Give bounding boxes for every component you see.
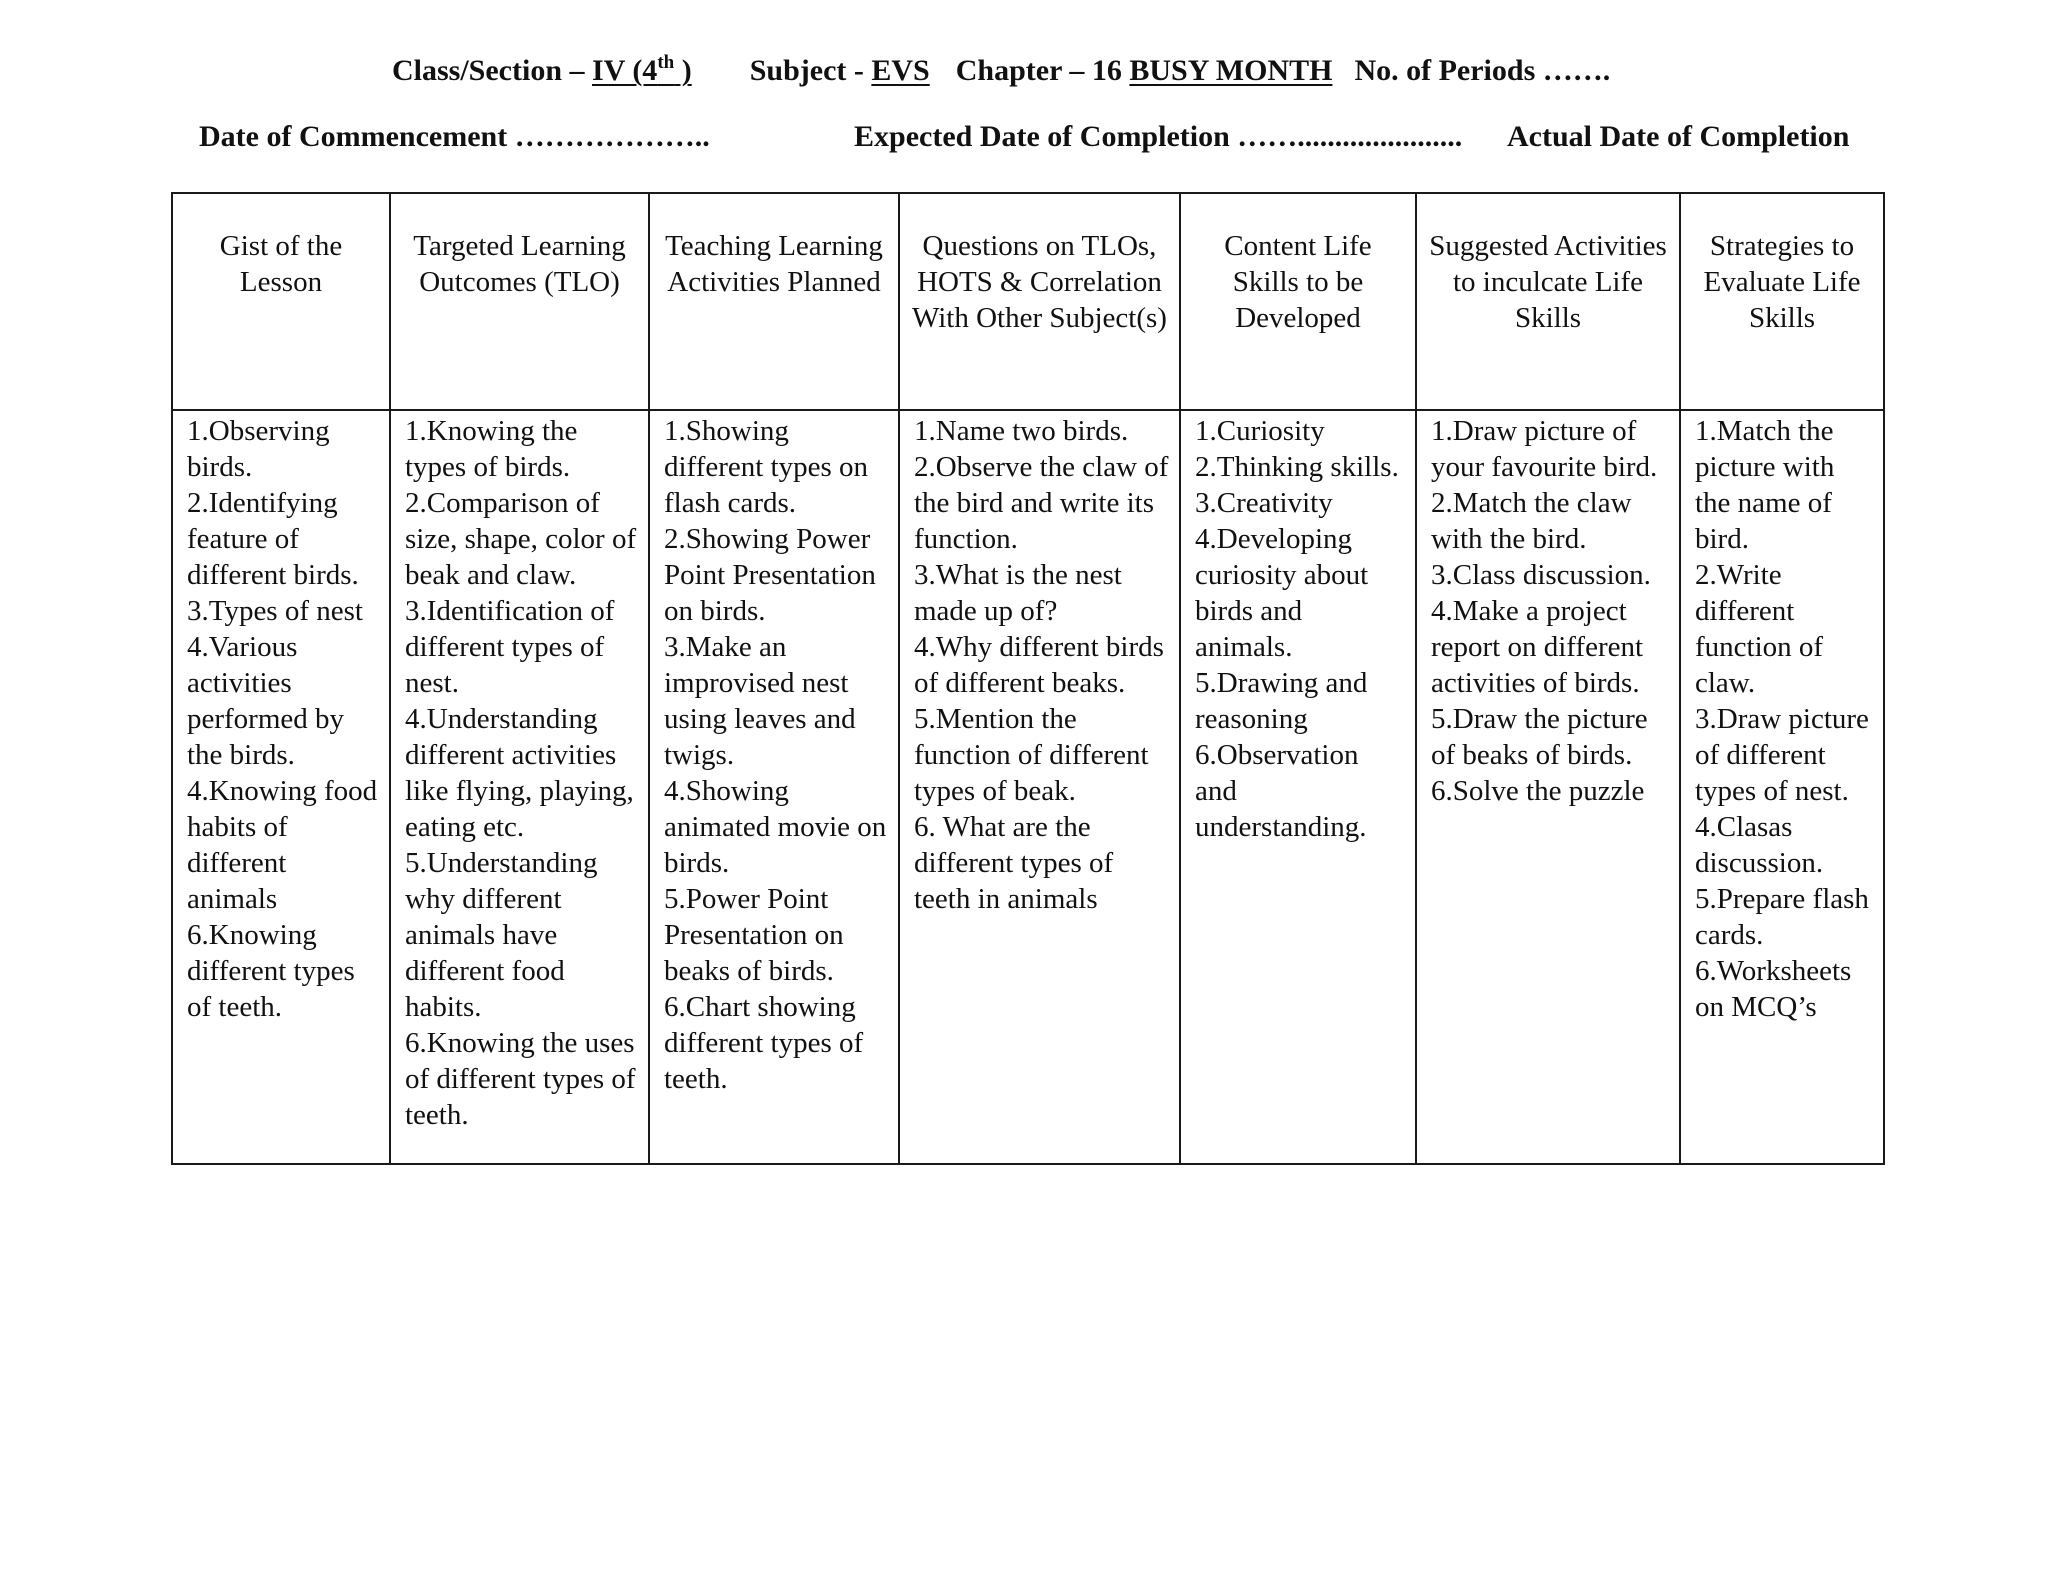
list-item: 3.Creativity <box>1195 487 1333 519</box>
table-cell <box>1180 410 1416 1164</box>
list-item: 5.Mention the function of different types of beak. <box>914 703 1149 807</box>
list-item: 6.Worksheets on MCQ’s <box>1695 955 1852 1023</box>
list-item: 4.Make a project report on different activities of birds. <box>1431 595 1644 699</box>
column-header: Questions on TLOs, HOTS & Correlation With Other Subject(s) <box>899 193 1180 410</box>
list-item: 2.Thinking skills. <box>1195 451 1399 483</box>
chapter-label: Chapter – 16 <box>955 54 1122 87</box>
list-item: 1.Curiosity <box>1195 415 1325 447</box>
expected-completion-label: Expected Date of Completion ……...................... <box>854 120 1463 153</box>
lesson-plan-table <box>171 192 1885 1165</box>
list-item: 1.Draw picture of your favourite bird. <box>1431 415 1658 483</box>
actual-completion-label: Actual Date of Completion <box>1507 120 1850 153</box>
table-cell <box>1416 410 1680 1164</box>
list-item: 3.Make an improvised nest using leaves and twigs. <box>664 631 856 771</box>
list-item: 4.Knowing food habits of different animals <box>187 775 378 915</box>
column-header: Teaching Learning Activities Planned <box>649 193 899 410</box>
column-header: Suggested Activities to inculcate Life Skills <box>1416 193 1680 410</box>
class-value: IV (4th ) <box>592 52 692 87</box>
list-item: 2.Observe the claw of the bird and write its function. <box>914 451 1169 555</box>
list-item: 2.Write different function of claw. <box>1695 559 1824 699</box>
column-header: Targeted Learning Outcomes (TLO) <box>390 193 649 410</box>
list-item: 1.Name two birds. <box>914 415 1129 447</box>
list-item: 3.What is the nest made up of? <box>914 559 1122 627</box>
list-item: 6.Chart showing different types of teeth. <box>664 991 864 1095</box>
class-label: Class/Section – <box>392 54 585 87</box>
list-item: 1.Knowing the types of birds. <box>405 415 578 483</box>
list-item: 4.Various activities performed by the birds. <box>187 631 345 771</box>
column-header: Content Life Skills to be Developed <box>1180 193 1416 410</box>
table-cell <box>649 410 899 1164</box>
list-item: 5.Prepare flash cards. <box>1695 883 1869 951</box>
list-item: 5.Understanding why different animals have different food habits. <box>405 847 598 1023</box>
list-item: 6.Solve the puzzle <box>1431 775 1645 807</box>
subject-value: EVS <box>871 54 930 87</box>
chapter-title: BUSY MONTH <box>1129 54 1333 87</box>
list-item: 1.Showing different types on flash cards. <box>664 415 869 519</box>
table-cell <box>390 410 649 1164</box>
list-item: 5.Drawing and reasoning <box>1195 667 1368 735</box>
list-item: 3.Identification of different types of nest. <box>405 595 615 699</box>
table-cell <box>899 410 1180 1164</box>
list-item: 6. What are the different types of teeth in animals <box>914 811 1114 915</box>
list-item: 2.Identifying feature of different birds. <box>187 487 359 591</box>
list-item: 4.Showing animated movie on birds. <box>664 775 887 879</box>
list-item: 5.Draw the picture of beaks of birds. <box>1431 703 1648 771</box>
list-item: 2.Showing Power Point Presentation on birds. <box>664 523 876 627</box>
list-item: 4.Why different birds of different beaks. <box>914 631 1164 699</box>
commencement-date-label: Date of Commencement ……………….. <box>199 120 710 153</box>
list-item: 3.Draw picture of different types of nest. <box>1695 703 1869 807</box>
column-header: Strategies to Evaluate Life Skills <box>1680 193 1884 410</box>
list-item: 2.Match the claw with the bird. <box>1431 487 1632 555</box>
list-item: 6.Knowing different types of teeth. <box>187 919 355 1023</box>
list-item: 4.Understanding different activities like flying, playing, eating etc. <box>405 703 634 843</box>
list-item: 6.Knowing the uses of different types of teeth. <box>405 1027 636 1131</box>
list-item: 3.Class discussion. <box>1431 559 1651 591</box>
list-item: 4.Clasas discussion. <box>1695 811 1824 879</box>
table-header-row <box>172 193 1884 410</box>
list-item: 1.Observing birds. <box>187 415 330 483</box>
subject-label: Subject - <box>749 54 864 87</box>
table-cell <box>172 410 390 1164</box>
list-item: 5.Power Point Presentation on beaks of birds. <box>664 883 844 987</box>
table-cell <box>1680 410 1884 1164</box>
list-item: 6.Observation and understanding. <box>1195 739 1367 843</box>
list-item: 4.Developing curiosity about birds and animals. <box>1195 523 1369 663</box>
list-item: 2.Comparison of size, shape, color of beak and claw. <box>405 487 637 591</box>
list-item: 1.Match the picture with the name of bird. <box>1695 415 1835 555</box>
column-header: Gist of the Lesson <box>172 193 390 410</box>
periods-label: No. of Periods ……. <box>1354 54 1611 87</box>
document-title-line <box>392 54 1610 88</box>
table-row <box>172 410 1884 1164</box>
list-item: 3.Types of nest <box>187 595 363 627</box>
